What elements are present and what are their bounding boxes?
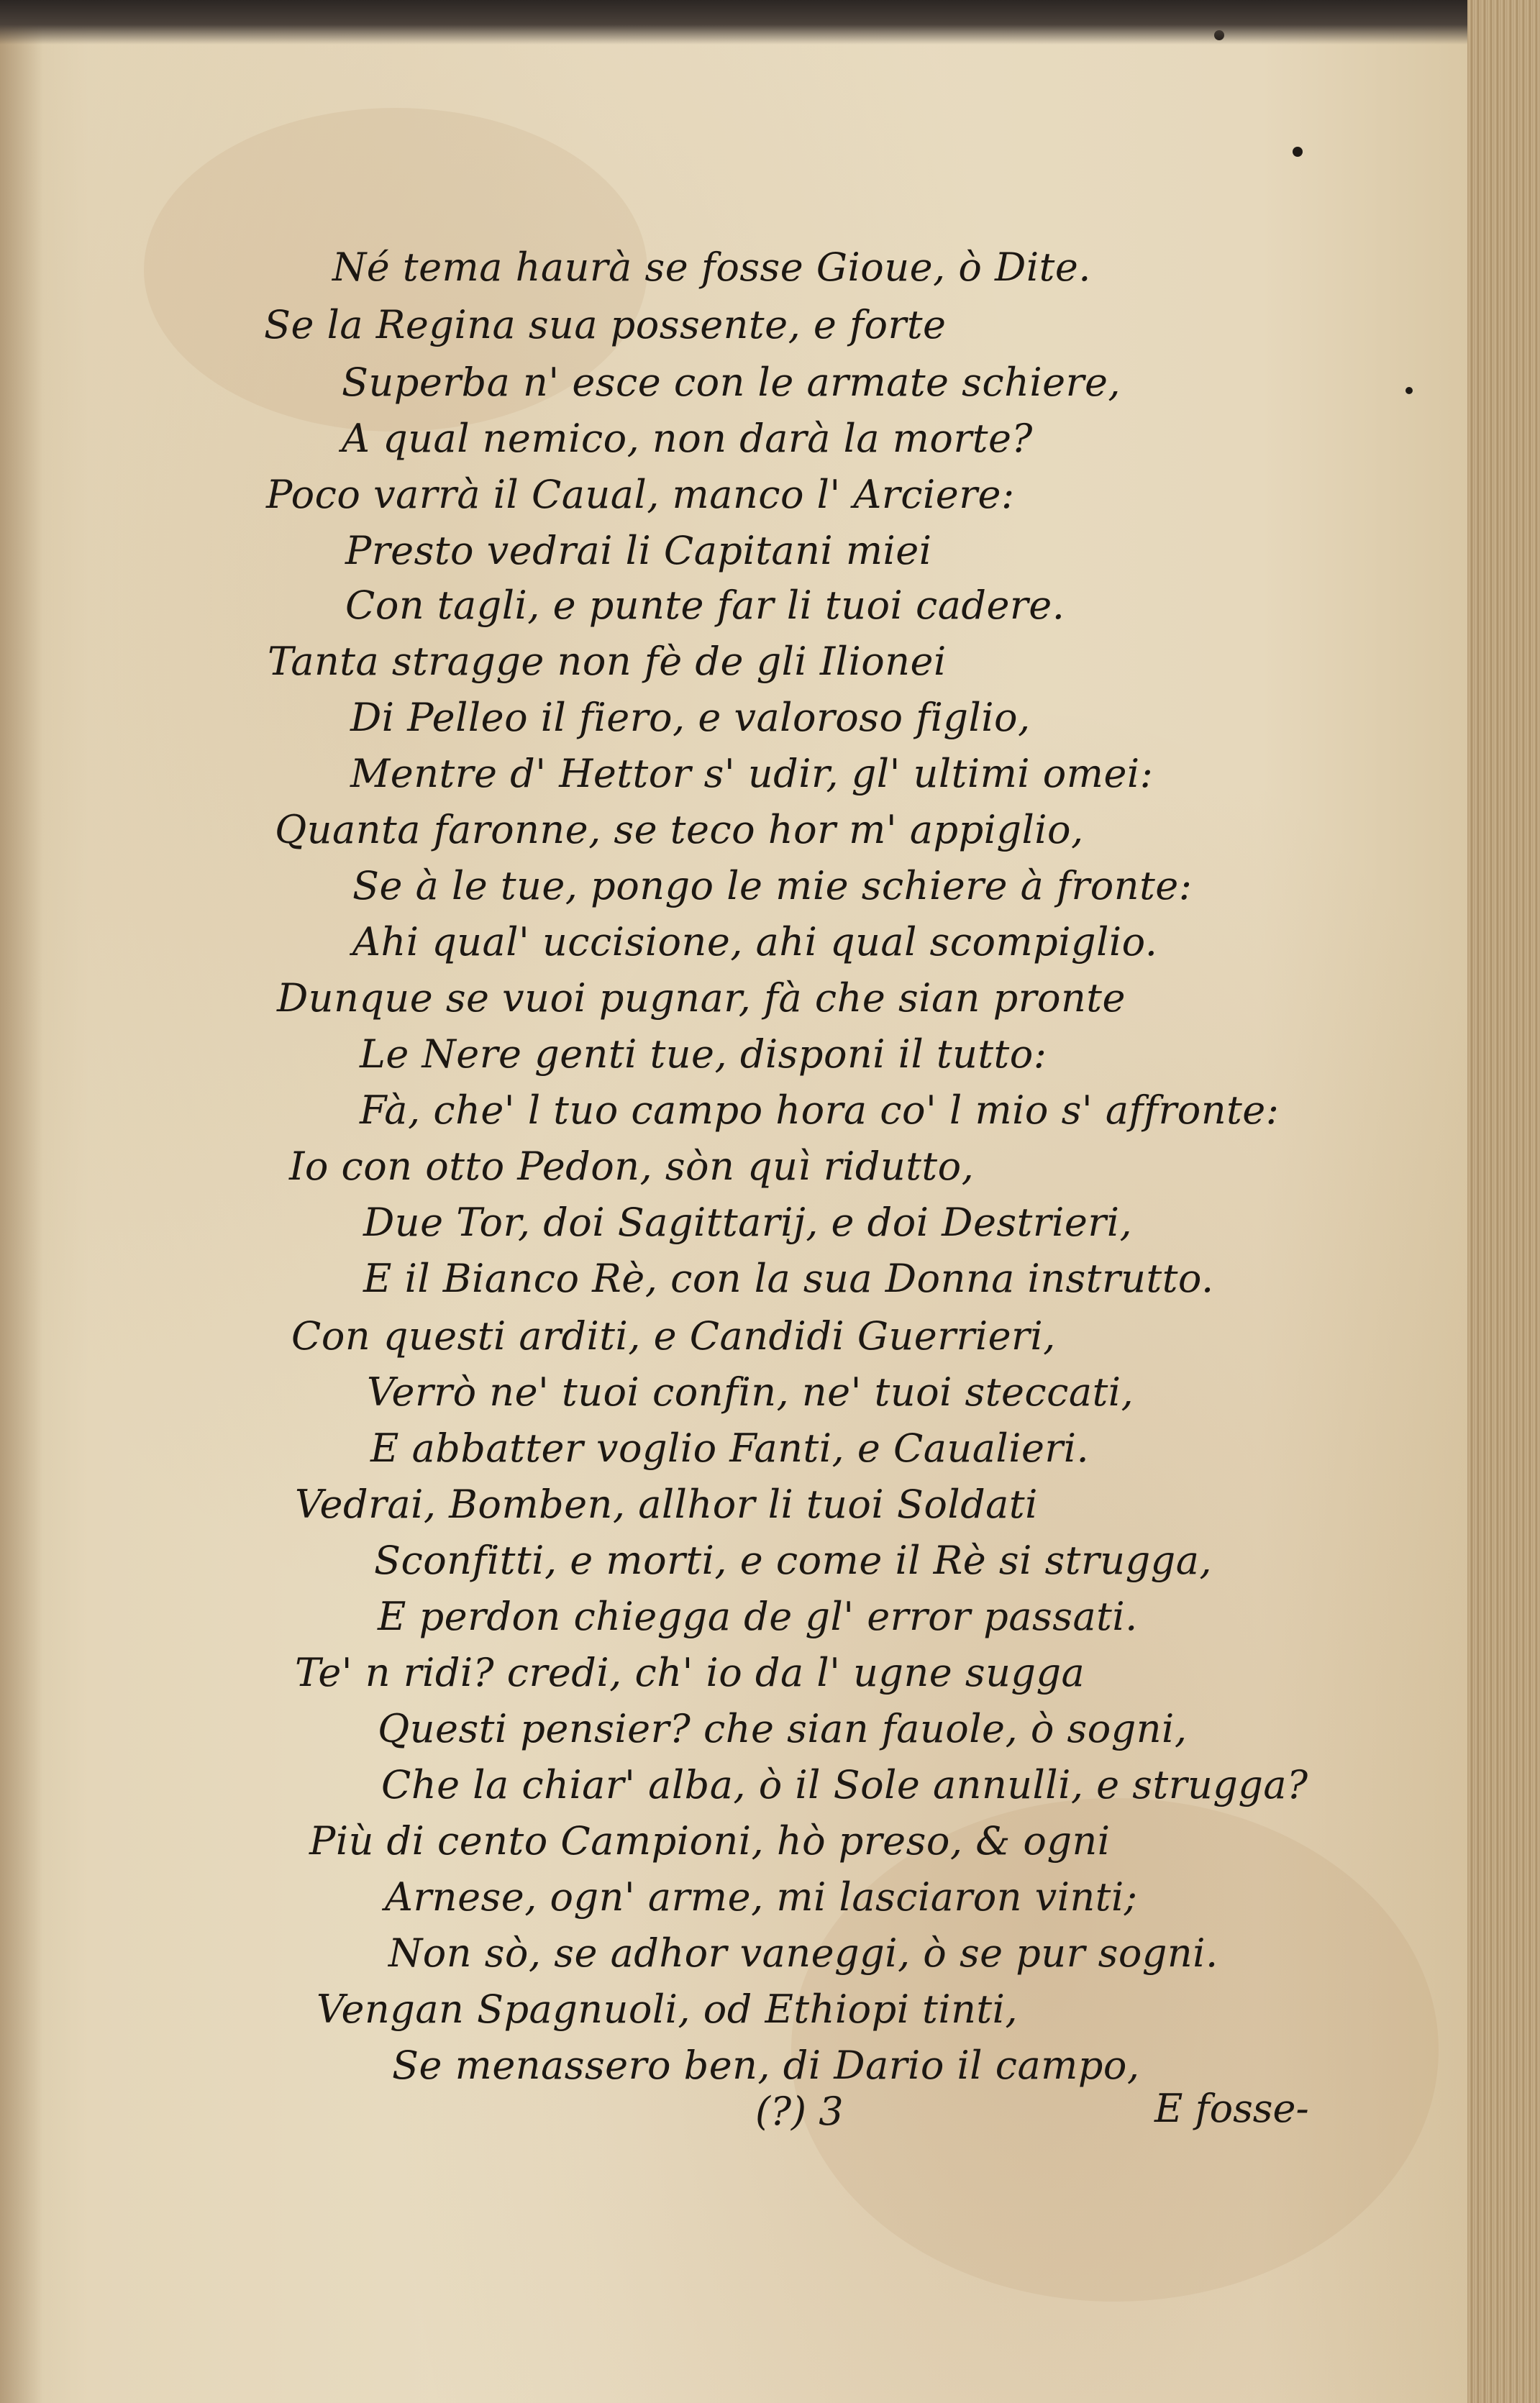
verse-line: Più di cento Campioni, hò preso, & ogni <box>309 1818 1111 1864</box>
verse-line: Tanta stragge non fè de gli Ilionei <box>268 639 947 684</box>
verse-line: Superba n' esce con le armate schiere, <box>342 360 1121 405</box>
verse-line: Te' n ridi? credi, ch' io da l' ugne sugga <box>295 1650 1085 1695</box>
verse-line: Sconfitti, e morti, e come il Rè si strugga, <box>374 1538 1213 1583</box>
verse-line: Presto vedrai li Capitani miei <box>345 528 932 573</box>
verse-line: Vengan Spagnuoli, od Ethiopi tinti, <box>316 1987 1019 2032</box>
verse-line: Dunque se vuoi pugnar, fà che sian pronte <box>277 975 1126 1021</box>
verse-line: Ahi qual' uccisione, ahi qual scompiglio. <box>352 919 1158 965</box>
verse-line: E abbatter voglio Fanti, e Caualieri. <box>370 1426 1090 1471</box>
page-top-edge <box>0 0 1540 45</box>
verse-line: Poco varrà il Caual, manco l' Arciere: <box>266 472 1015 517</box>
verse-line: Se la Regina sua possente, e forte <box>264 302 947 347</box>
verse-line: E perdon chiegga de gl' error passati. <box>378 1594 1138 1639</box>
verse-line: Con questi arditi, e Candidi Guerrieri, <box>291 1313 1056 1359</box>
verse-line: Né tema haurà se fosse Gioue, ò Dite. <box>332 245 1091 290</box>
verse-line: Se à le tue, pongo le mie schiere à fronte: <box>352 863 1193 908</box>
verse-line: Fà, che' l tuo campo hora co' l mio s' affronte: <box>360 1087 1280 1133</box>
verse-line: Verrò ne' tuoi confin, ne' tuoi steccati, <box>367 1369 1134 1415</box>
printer-signature: (?) 3 <box>755 2089 844 2134</box>
verse-line: Non sò, se adhor vaneggi, ò se pur sogni. <box>388 1930 1218 1976</box>
ink-speck <box>1293 147 1303 157</box>
verse-line: Io con otto Pedon, sòn quì ridutto, <box>289 1144 975 1189</box>
verse-line: E il Bianco Rè, con la sua Donna instrutto. <box>363 1256 1214 1301</box>
ink-speck <box>1405 387 1413 394</box>
verse-line: Quanta faronne, se teco hor m' appiglio, <box>275 807 1084 852</box>
verse-line: Arnese, ogn' arme, mi lasciaron vinti; <box>385 1874 1138 1920</box>
verse-line: Questi pensier? che sian fauole, ò sogni, <box>378 1706 1188 1751</box>
verse-line: A qual nemico, non darà la morte? <box>342 416 1033 461</box>
verse-line: Mentre d' Hettor s' udir, gl' ultimi omei: <box>350 751 1154 796</box>
verse-line: Che la chiar' alba, ò il Sole annulli, e strugga? <box>381 1762 1308 1807</box>
verse-line: Con tagli, e punte far li tuoi cadere. <box>345 583 1065 628</box>
verse-line: Se menassero ben, di Dario il campo, <box>392 2043 1140 2088</box>
catchword: E fosse- <box>1154 2086 1309 2131</box>
verse-line: Due Tor, doi Sagittarij, e doi Destrieri, <box>363 1200 1133 1245</box>
verse-line: Di Pelleo il fiero, e valoroso figlio, <box>350 695 1031 740</box>
page-fore-edge <box>1467 0 1540 2403</box>
verse-line: Vedrai, Bomben, allhor li tuoi Soldati <box>295 1482 1038 1527</box>
verse-line: Le Nere genti tue, disponi il tutto: <box>360 1031 1047 1077</box>
